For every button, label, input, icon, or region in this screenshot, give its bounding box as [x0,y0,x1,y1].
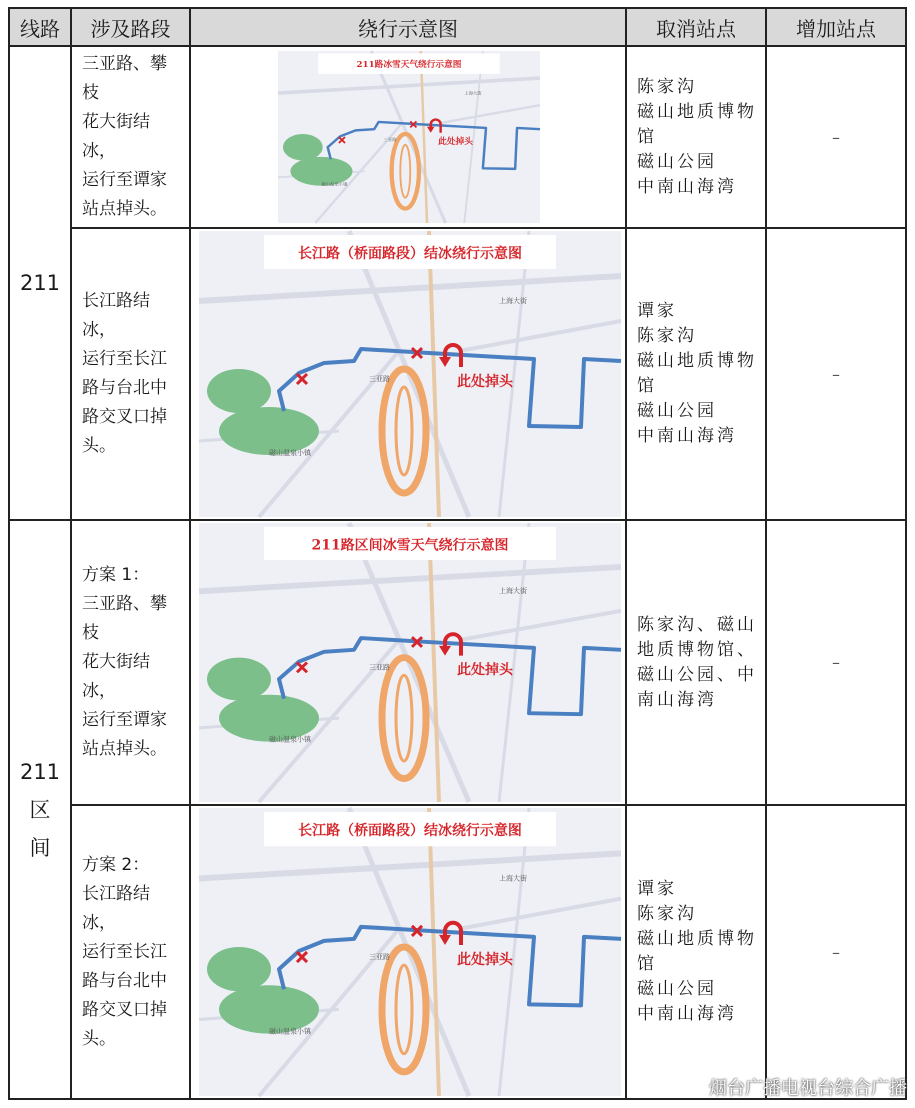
detour-table [8,7,907,1100]
map-place-label: 三亚路 [383,138,397,144]
detour-map [191,521,623,804]
cancel-line: 谭家 [637,879,677,899]
add-cell: – [766,520,906,805]
segment-cell [71,805,190,1099]
map-place-label: 磁山温泉小镇 [269,735,311,744]
segment-line: 方案 2： [82,854,150,875]
map-title: 长江路（桥面路段）结冰绕行示意图 [298,246,522,262]
detour-map-cell [190,520,626,805]
map-park [283,134,323,160]
segment-cell [71,520,190,805]
map-park [219,695,319,742]
map-park [207,369,271,413]
route-cell [9,520,71,1099]
cancel-line: 中南山海湾 [637,426,737,446]
header-diagram: 绕行示意图 [190,8,626,46]
cancel-cell [626,228,766,520]
map-layer [199,808,621,1096]
cancel-line: 磁山地质博物 [637,929,757,949]
cancel-line: 陈家沟 [637,326,697,346]
map-title: 长江路（桥面路段）结冰绕行示意图 [298,823,522,840]
header-add: 增加站点 [766,8,906,46]
segment-line: 长江路结冰， [82,291,150,340]
map-title: 211路冰雪天气绕行示意图 [356,60,462,71]
map-layer [199,231,621,517]
map-park [290,157,352,186]
cancel-line: 磁山公园、中 [637,664,757,685]
cancel-line: 磁山公园 [637,401,717,421]
table-row [9,46,906,228]
cancel-line: 中南山海湾 [637,176,737,197]
map-layer [278,51,540,223]
map-place-label: 三亚路 [369,952,390,962]
detour-map [191,806,623,1098]
map-title: 211路区间冰雪天气绕行示意图 [311,537,509,554]
segment-cell [71,46,190,228]
route-line: 间 [29,835,51,860]
segment-line: 路与台北中 [82,378,167,398]
map-park [207,658,271,701]
segment-line: 三亚路、攀枝 [82,594,167,643]
detour-map-cell [190,46,626,228]
segment-line: 头。 [82,1028,116,1049]
cancel-line: 南山海湾 [637,689,717,710]
map-place-label: 上海大街 [499,297,527,305]
cancel-cell [626,520,766,805]
segment-line: 三亚路、攀枝 [82,54,167,103]
map-place-label: 磁山温泉小镇 [269,1026,311,1036]
map-park [219,407,319,455]
map-place-label: 三亚路 [369,375,390,383]
detour-map [191,49,623,225]
cancel-line: 陈家沟 [637,904,697,924]
table-row [9,228,906,520]
cancel-line: 磁山地质博物 [637,351,757,371]
route-line: 211 [19,759,61,784]
add-cell: – [766,805,906,1099]
table-row [9,520,906,805]
weibo-logo-icon [683,1078,705,1096]
map-layer [199,523,621,802]
cancel-cell [626,805,766,1099]
cancel-line: 馆 [637,126,657,147]
map-park [207,947,271,991]
segment-line: 头。 [82,436,116,456]
add-cell: – [766,228,906,520]
map-place-label: 三亚路 [369,663,390,672]
uturn-label: 此处掉头 [457,662,513,679]
header-route: 线路 [9,8,71,46]
detour-map [191,229,623,519]
segment-line: 长江路结冰， [82,883,150,933]
segment-cell [71,228,190,520]
segment-line: 运行至谭家 [82,170,167,190]
route-cell [9,46,71,520]
header-segment: 涉及路段 [71,8,190,46]
cancel-line: 陈家沟 [637,76,697,97]
route-line: 211 [19,271,61,295]
cancel-line: 地质博物馆、 [637,639,757,660]
uturn-label: 此处掉头 [457,952,513,969]
map-place-label: 上海大街 [499,587,527,596]
segment-line: 花大街结冰， [82,652,150,701]
segment-line: 路与台北中 [82,970,167,991]
table-row [9,805,906,1099]
segment-line: 方案 1： [82,565,150,585]
watermark [683,1074,907,1100]
watermark-text: 烟台广播电视台综合广播 [709,1078,907,1099]
segment-line: 路交叉口掉 [82,999,167,1020]
segment-line: 站点掉头。 [82,199,167,219]
segment-line: 运行至长江 [82,941,167,962]
cancel-line: 馆 [637,954,657,974]
header-row [9,8,906,46]
cancel-line: 谭家 [637,301,677,321]
add-cell: – [766,46,906,228]
cancel-line: 馆 [637,376,657,396]
route-line: 区 [29,797,51,822]
segment-line: 花大街结冰， [82,112,150,161]
cancel-cell [626,46,766,228]
cancel-line: 陈家沟、磁山 [637,614,757,635]
cancel-line: 磁山公园 [637,979,717,999]
uturn-label: 此处掉头 [438,137,473,148]
uturn-label: 此处掉头 [457,374,513,390]
map-place-label: 上海大街 [464,91,482,97]
segment-line: 路交叉口掉 [82,407,167,427]
segment-line: 站点掉头。 [82,739,167,759]
cancel-line: 磁山地质博物 [637,101,757,122]
cancel-line: 磁山公园 [637,151,717,172]
map-place-label: 上海大街 [499,873,527,883]
header-cancel: 取消站点 [626,8,766,46]
cancel-line: 中南山海湾 [637,1004,737,1024]
segment-line: 运行至谭家 [82,710,167,730]
map-place-label: 磁山温泉小镇 [321,182,348,188]
detour-map-cell [190,228,626,520]
segment-line: 运行至长江 [82,349,167,369]
detour-map-cell [190,805,626,1099]
map-place-label: 磁山温泉小镇 [269,449,311,457]
